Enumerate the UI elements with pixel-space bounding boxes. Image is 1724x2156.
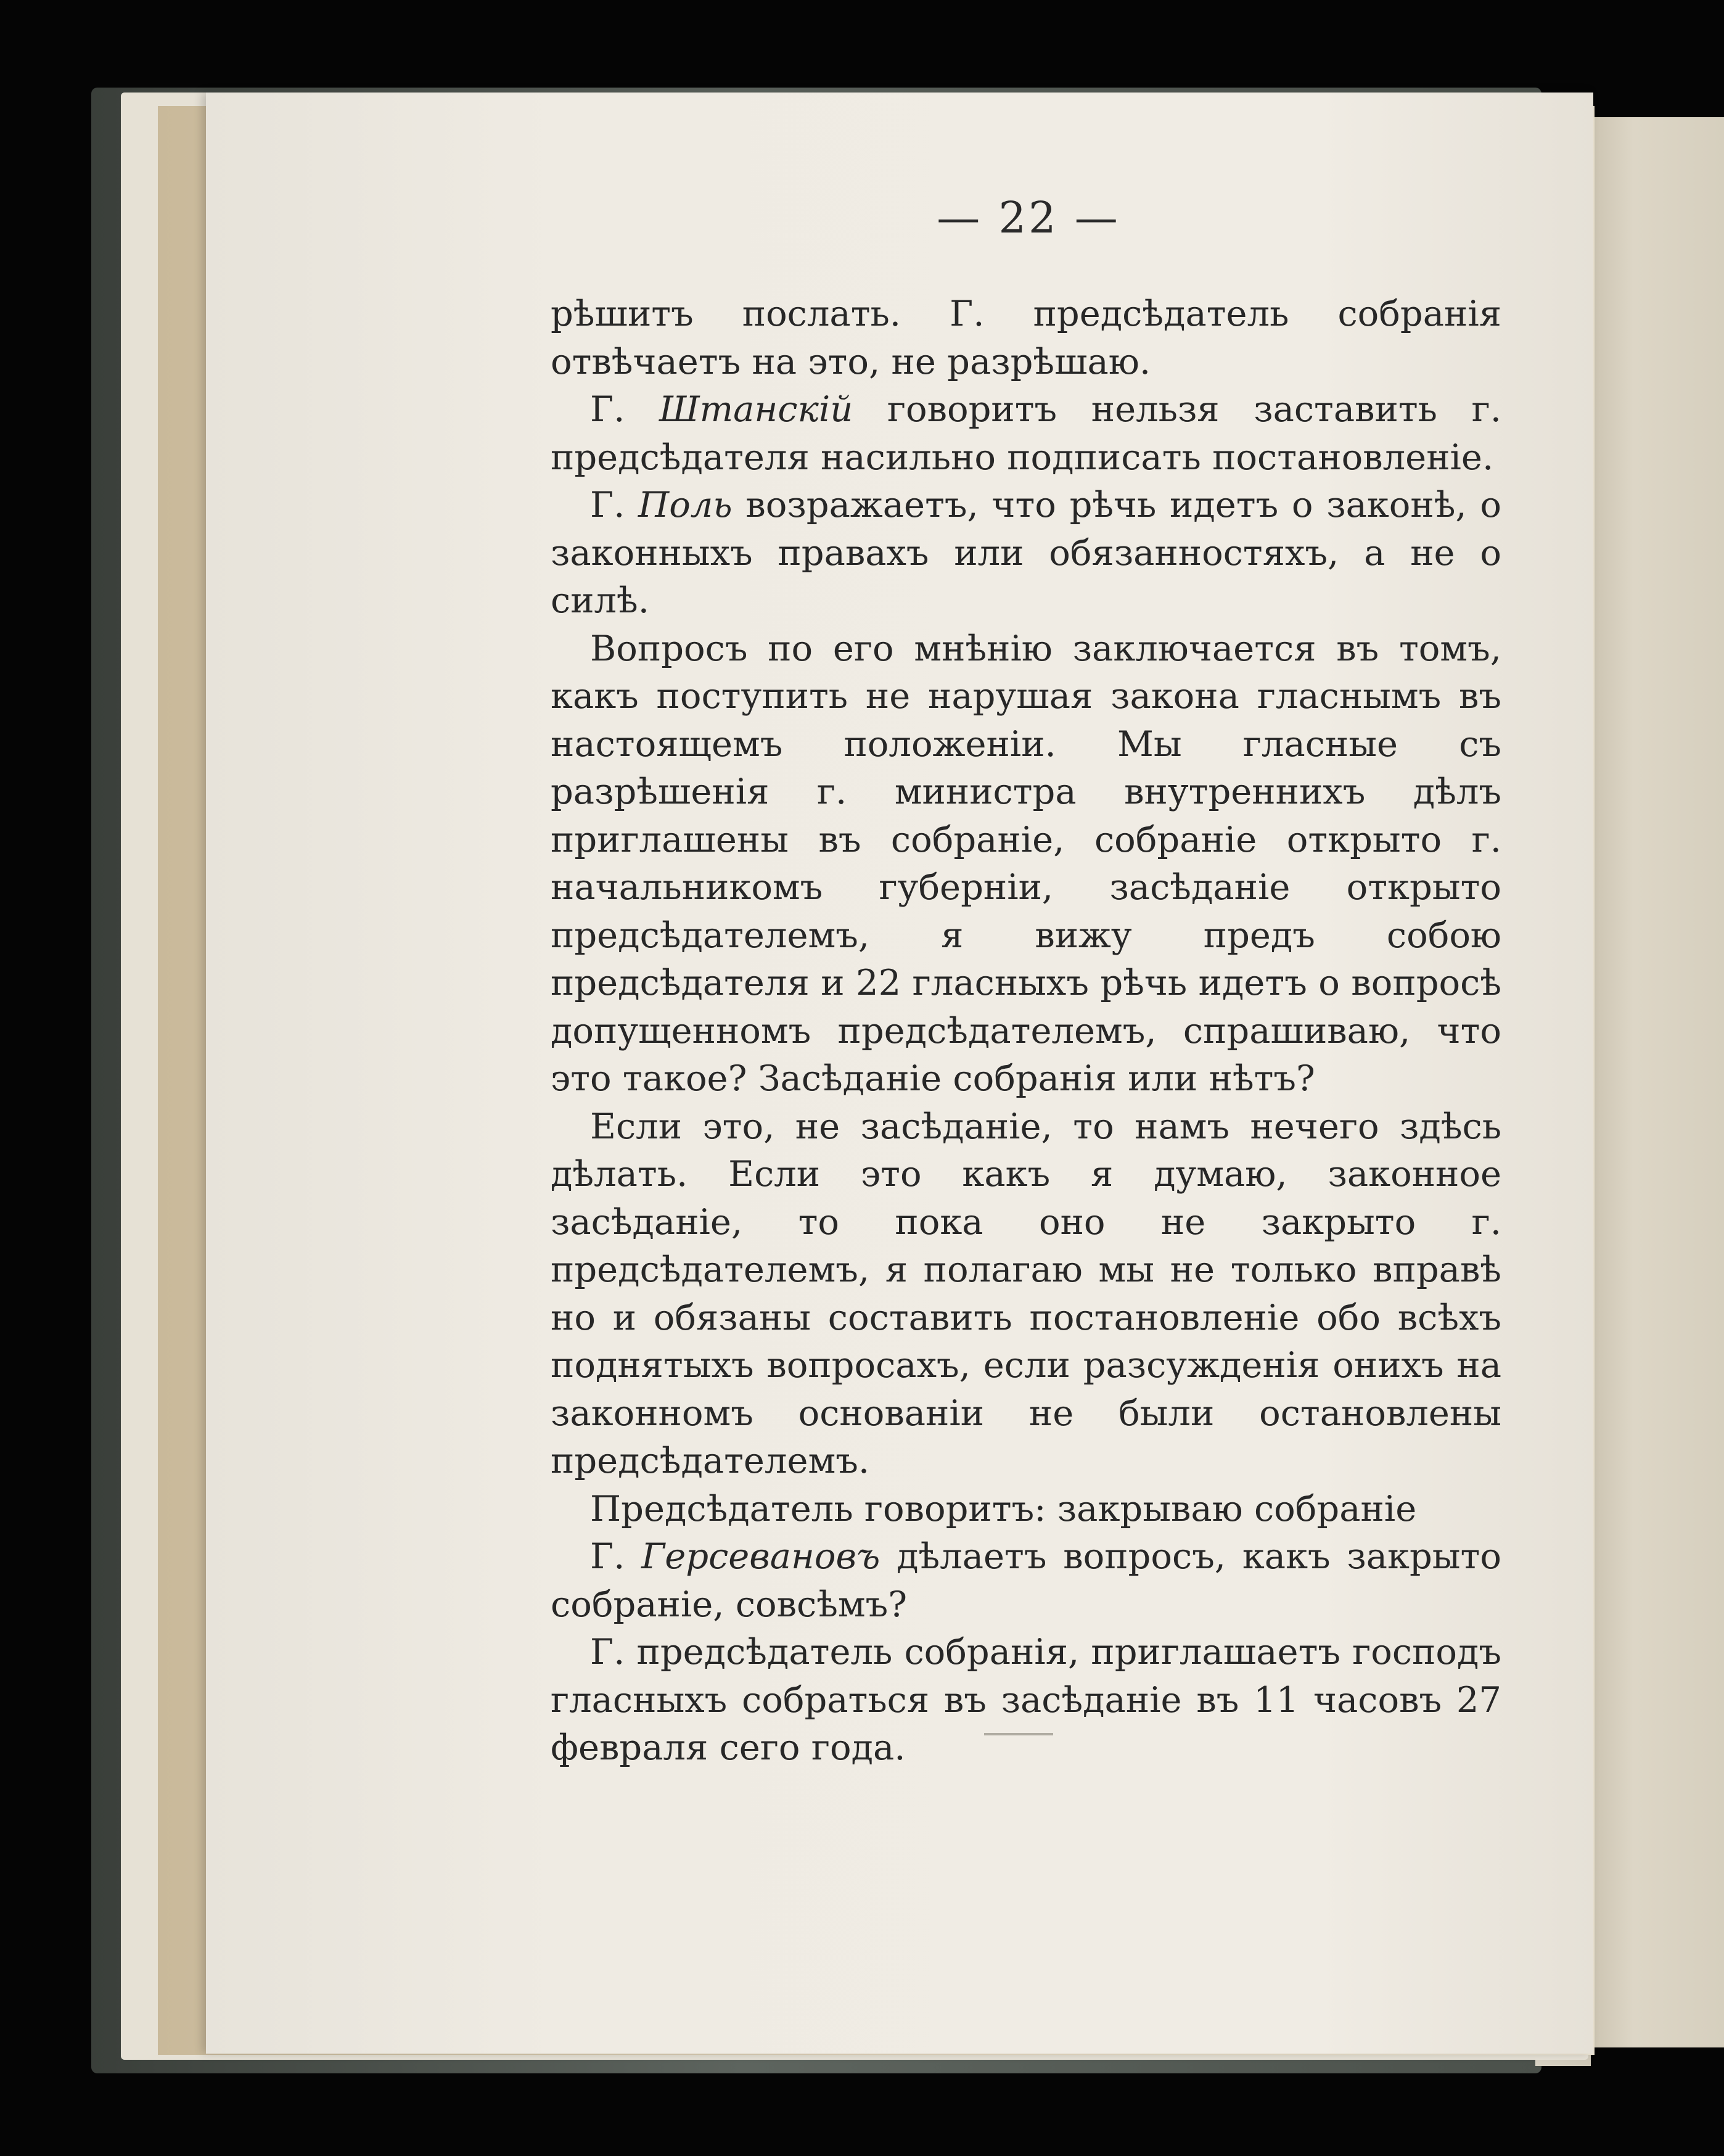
end-rule [984, 1733, 1053, 1735]
speaker-name: Штанскій [659, 389, 853, 430]
text-run: Г. [590, 1536, 642, 1577]
text-run: Г. [590, 389, 659, 430]
speaker-name: Герсевановъ [641, 1536, 880, 1577]
paragraph [551, 385, 1501, 481]
text-run: Г. [590, 484, 639, 525]
paragraph [551, 1628, 1501, 1772]
paragraph [551, 1533, 1501, 1628]
paragraph [551, 1103, 1501, 1485]
paragraph [551, 481, 1501, 625]
paragraph [551, 290, 1501, 385]
text-run: Вопросъ по его мнѣнію заключается въ томъ, какъ поступить не нарушая закона гласнымъ въ настоящемъ положеніи. Мы гласные съ разрѣшенія г. министра внутреннихъ дѣлъ приглашены въ собраніе, собраніе открыто г. начальникомъ губерніи, засѣданіе открыто предсѣдателемъ, я вижу предъ собою предсѣдателя и 22 гласныхъ рѣчь идетъ о вопросѣ допущенномъ предсѣдателемъ, спрашиваю, что это такое? Засѣданіе собранія или нѣтъ? [551, 627, 1501, 1099]
speaker-name: Поль [638, 484, 733, 525]
text-run: говоритъ нельзя заставить г. предсѣдателя насильно подписать постановленіе. [551, 389, 1501, 478]
text-run: рѣшитъ послать. Г. предсѣдатель собранія отвѣчаетъ на это, не разрѣшаю. [551, 293, 1501, 382]
text-run: Если это, не засѣданіе, то намъ нечего здѣсь дѣлать. Если это какъ я думаю, законное засѣданіе, то пока оно не закрыто г. предсѣдателемъ, я полагаю мы не только вправѣ но и обязаны составить постановленіе обо всѣхъ поднятыхъ вопросахъ, если разсужденія онихъ на законномъ основаніи не были остановлены предсѣдателемъ. [551, 1105, 1501, 1481]
page-number: — 22 — [937, 192, 1120, 243]
facing-page-edge [1585, 117, 1724, 2047]
paragraph [551, 1485, 1501, 1533]
text-run: дѣлаетъ вопросъ, какъ закрыто собраніе, совсѣмъ? [551, 1536, 1501, 1625]
text-run: Предсѣдатель говоритъ: закрываю собраніе [590, 1487, 1417, 1529]
paragraph [551, 625, 1501, 1103]
body-text [551, 290, 1501, 1772]
text-run: Г. предсѣдатель собранія, приглашаетъ господъ гласныхъ собраться въ засѣданіе въ 11 часовъ 27 февраля сего года. [551, 1631, 1501, 1768]
text-run: возражаетъ, что рѣчь идетъ о законѣ, о законныхъ правахъ или обязанностяхъ, а не о силѣ. [551, 484, 1501, 621]
